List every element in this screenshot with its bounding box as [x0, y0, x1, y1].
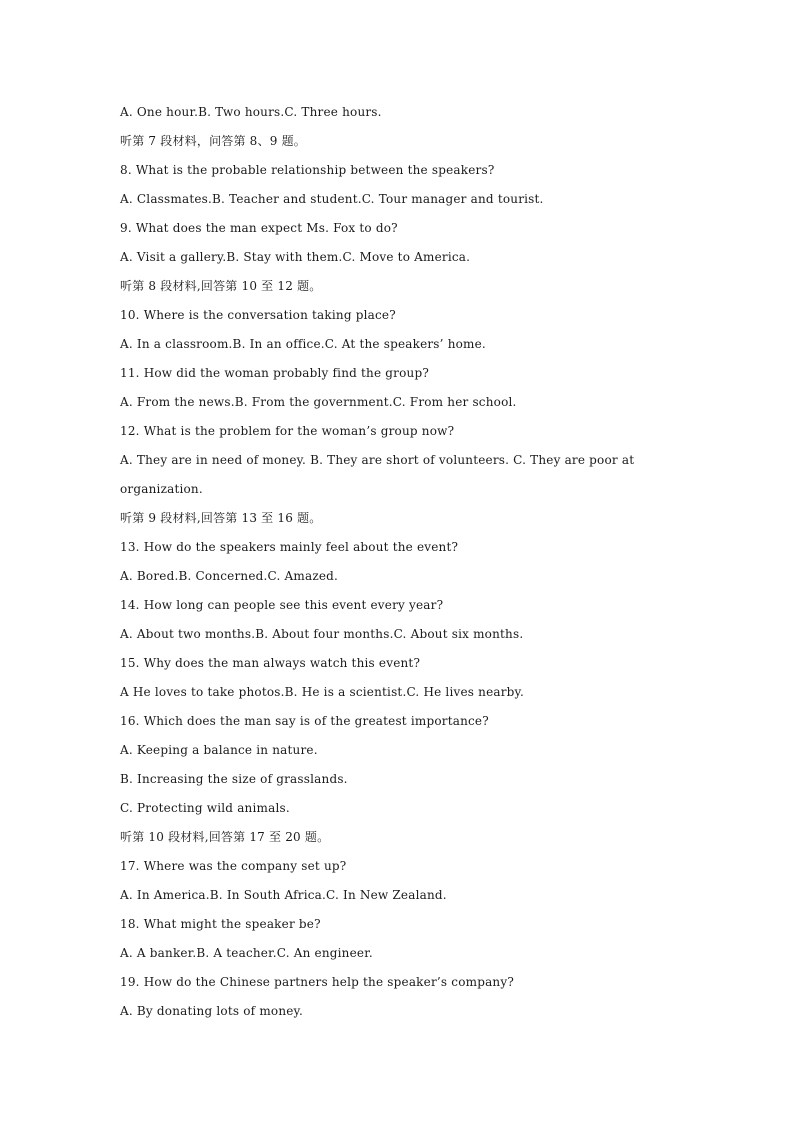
section-heading-9: 听第 9 段材料,回答第 13 至 16 题。: [120, 511, 322, 525]
question-11: 11. How did the woman probably find the group?: [120, 366, 429, 380]
answer-options-q7: A. One hour.B. Two hours.C. Three hours.: [120, 105, 382, 119]
question-17: 17. Where was the company set up?: [120, 859, 347, 873]
answer-option-q16-b: B. Increasing the size of grasslands.: [120, 772, 348, 786]
answer-options-q12-continued: organization.: [120, 482, 203, 496]
question-15: 15. Why does the man always watch this event?: [120, 656, 421, 670]
section-heading-8: 听第 8 段材料,回答第 10 至 12 题。: [120, 279, 322, 293]
answer-options-q11: A. From the news.B. From the government.C. From her school.: [120, 395, 517, 409]
answer-options-q8: A. Classmates.B. Teacher and student.C. Tour manager and tourist.: [120, 192, 544, 206]
answer-options-q18: A. A banker.B. A teacher.C. An engineer.: [120, 946, 373, 960]
answer-options-q14: A. About two months.B. About four months.C. About six months.: [120, 627, 524, 641]
answer-options-q13: A. Bored.B. Concerned.C. Amazed.: [120, 569, 339, 583]
question-19: 19. How do the Chinese partners help the speaker’s company?: [120, 975, 514, 989]
question-14: 14. How long can people see this event every year?: [120, 598, 444, 612]
question-18: 18. What might the speaker be?: [120, 917, 321, 931]
answer-options-q15: A He loves to take photos.B. He is a scientist.C. He lives nearby.: [120, 685, 524, 699]
question-16: 16. Which does the man say is of the greatest importance?: [120, 714, 489, 728]
document-body: [120, 101, 680, 1029]
section-heading-10: 听第 10 段材料,回答第 17 至 20 题。: [120, 830, 330, 844]
answer-options-q17: A. In America.B. In South Africa.C. In New Zealand.: [120, 888, 447, 902]
answer-option-q16-a: A. Keeping a balance in nature.: [120, 743, 318, 757]
question-12: 12. What is the problem for the woman’s group now?: [120, 424, 455, 438]
answer-options-q10: A. In a classroom.B. In an office.C. At the speakers’ home.: [120, 337, 486, 351]
question-8: 8. What is the probable relationship between the speakers?: [120, 163, 495, 177]
question-10: 10. Where is the conversation taking place?: [120, 308, 396, 322]
question-13: 13. How do the speakers mainly feel about the event?: [120, 540, 459, 554]
answer-options-q9: A. Visit a gallery.B. Stay with them.C. Move to America.: [120, 250, 471, 264]
question-9: 9. What does the man expect Ms. Fox to do?: [120, 221, 398, 235]
answer-option-q16-c: C. Protecting wild animals.: [120, 801, 290, 815]
answer-options-q12: A. They are in need of money. B. They are short of volunteers. C. They are poor at: [120, 453, 635, 467]
section-heading-7: 听第 7 段材料，问答第 8、9 题。: [120, 134, 306, 148]
answer-option-q19-a: A. By donating lots of money.: [120, 1004, 303, 1018]
